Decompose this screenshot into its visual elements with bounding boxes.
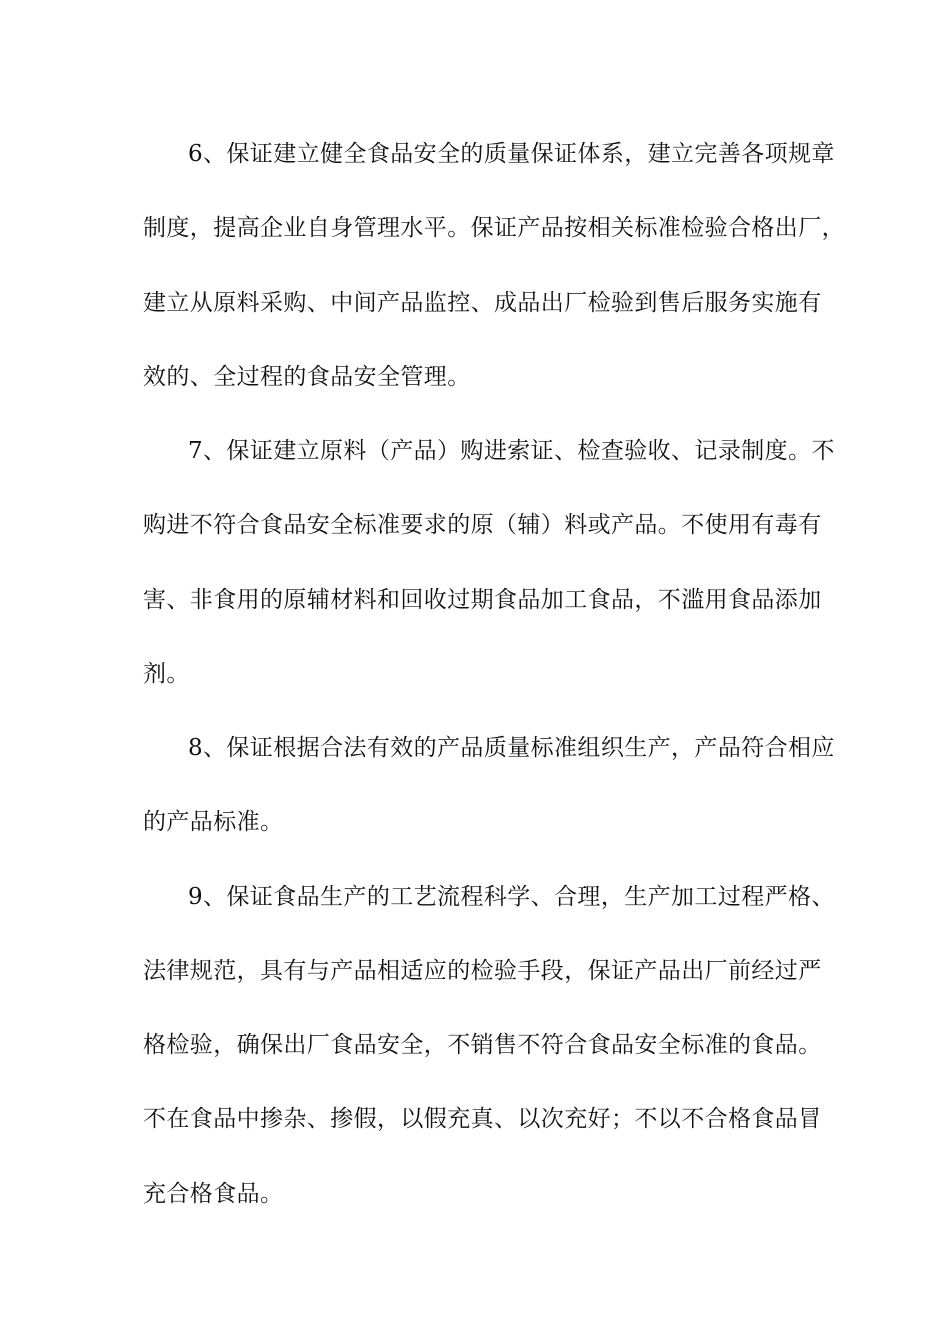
paragraph-8-line-1 xyxy=(0,728,950,768)
paragraph-9-line-4 xyxy=(0,1099,950,1139)
paragraph-9-line-4-text: 不在食品中掺杂、掺假，以假充真、以次充好；不以不合格食品冒 xyxy=(143,1106,822,1132)
paragraph-9-line-3-text: 格检验，确保出厂食品安全，不销售不符合食品安全标准的食品。 xyxy=(143,1032,822,1058)
paragraph-7-line-1 xyxy=(0,431,950,471)
paragraph-8-line-1-text: 8、保证根据合法有效的产品质量标准组织生产，产品符合相应 xyxy=(188,735,835,761)
paragraph-9-line-5 xyxy=(0,1174,950,1214)
paragraph-9-line-1 xyxy=(0,877,950,917)
paragraph-6-line-2-text: 制度，提高企业自身管理水平。保证产品按相关标准检验合格出厂， xyxy=(143,215,845,241)
paragraph-7-line-3 xyxy=(0,580,950,620)
paragraph-7-line-1-text: 7、保证建立原料（产品）购进索证、检查验收、记录制度。不 xyxy=(188,438,835,464)
paragraph-9-line-2-text: 法律规范，具有与产品相适应的检验手段，保证产品出厂前经过严 xyxy=(143,958,822,984)
paragraph-6-line-2 xyxy=(0,208,950,248)
paragraph-7-line-2-text: 购进不符合食品安全标准要求的原（辅）料或产品。不使用有毒有 xyxy=(143,512,822,538)
paragraph-6-line-3 xyxy=(0,283,950,323)
paragraph-6-line-4 xyxy=(0,357,950,397)
paragraph-6-line-1-text: 6、保证建立健全食品安全的质量保证体系，建立完善各项规章 xyxy=(188,141,835,167)
paragraph-6-line-1 xyxy=(0,134,950,174)
paragraph-9-line-3 xyxy=(0,1025,950,1065)
paragraph-9-line-1-text: 9、保证食品生产的工艺流程科学、合理，生产加工过程严格、 xyxy=(188,884,835,910)
paragraph-7-line-3-text: 害、非食用的原辅材料和回收过期食品加工食品，不滥用食品添加 xyxy=(143,587,822,613)
paragraph-7-line-4 xyxy=(0,654,950,694)
paragraph-6-line-4-text: 效的、全过程的食品安全管理。 xyxy=(143,364,471,390)
paragraph-6-line-3-text: 建立从原料采购、中间产品监控、成品出厂检验到售后服务实施有 xyxy=(143,290,822,316)
paragraph-7-line-4-text: 剂。 xyxy=(143,661,190,687)
paragraph-8-line-2 xyxy=(0,802,950,842)
paragraph-8-line-2-text: 的产品标准。 xyxy=(143,809,284,835)
paragraph-9-line-5-text: 充合格食品。 xyxy=(143,1181,284,1207)
paragraph-9-line-2 xyxy=(0,951,950,991)
paragraph-7-line-2 xyxy=(0,505,950,545)
